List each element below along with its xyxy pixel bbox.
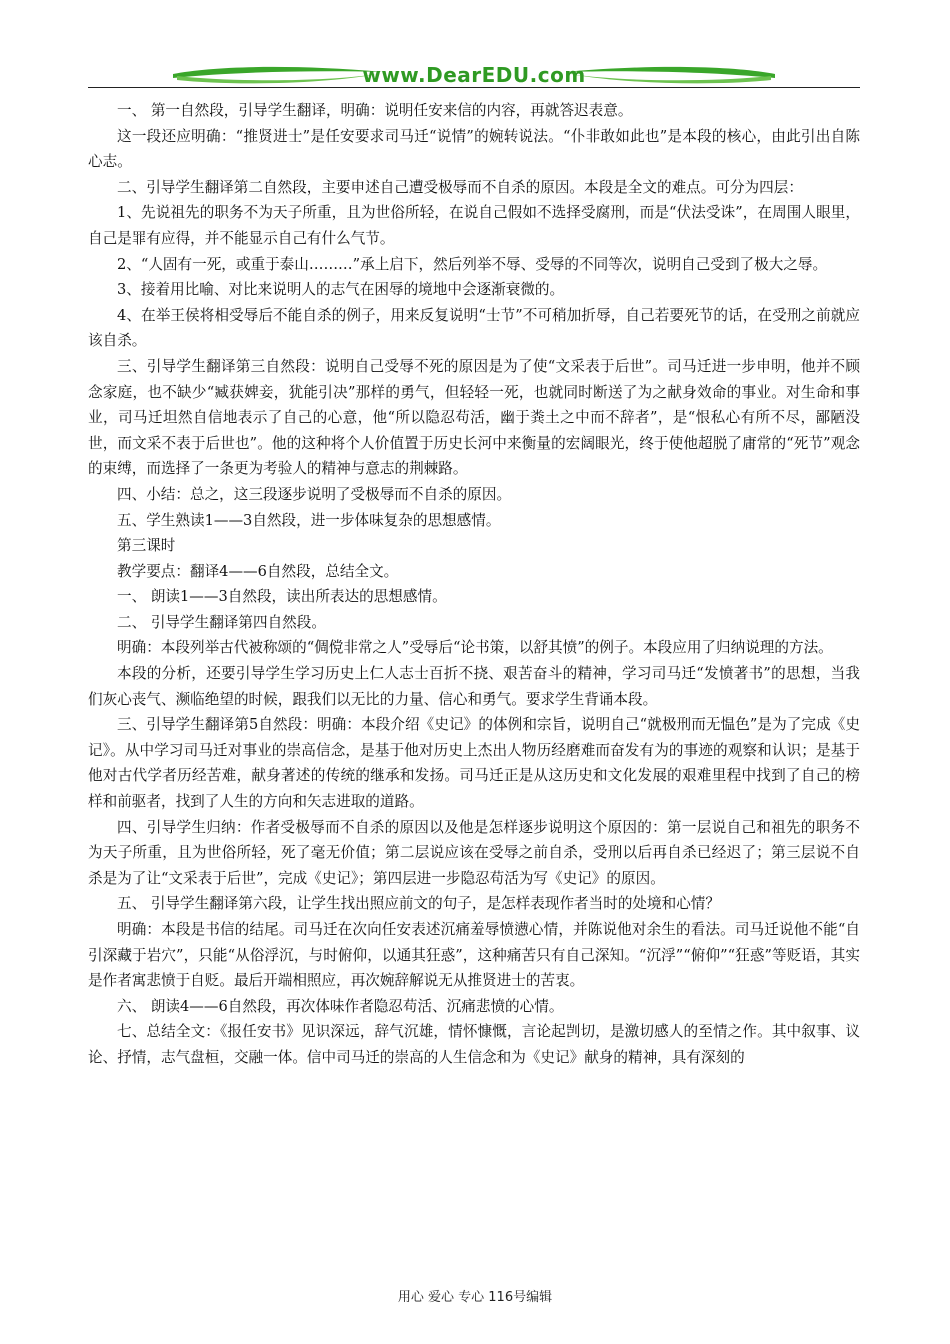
paragraph: 2、“人固有一死，或重于泰山………”承上启下，然后列举不辱、受辱的不同等次，说明自己受到了极大之辱。 — [117, 255, 828, 273]
paragraph: 1、先说祖先的职务不为天子所重，且为世俗所轻，在说自己假如不选择受腐刑，而是“伏法受诛”，在周围人眼里，自己是罪有应得，并不能显示自己有什么气节。 — [88, 204, 860, 247]
paragraph: 五、学生熟读1——3自然段，进一步体味复杂的思想感情。 — [117, 511, 501, 529]
paragraph: 二、引导学生翻译第二自然段，主要申述自己遭受极辱而不自杀的原因。本段是全文的难点。可分为四层： — [117, 178, 803, 196]
document-body — [88, 98, 860, 1071]
paragraph: 五、 引导学生翻译第六段，让学生找出照应前文的句子，是怎样表现作者当时的处境和心情？ — [117, 895, 720, 913]
paragraph: 四、引导学生归纳：作者受极辱而不自杀的原因以及他是怎样逐步说明这个原因的：第一层说自己和祖先的职务不为天子所重，且为世俗所轻，死了毫无价值；第二层说应该在受辱之前自杀，受刑以后再自杀已经迟了；第三层说不自杀是为了让“文采表于后世”，完成《史记》；第四层进一步隐忍苟活为写《史记》的原因。 — [88, 818, 860, 887]
paragraph: 4、在举王侯将相受辱后不能自杀的例子，用来反复说明“士节”不可稍加折辱，自己若要死节的话，在受刑之前就应该自杀。 — [88, 306, 860, 350]
paragraph: 七、总结全文：《报任安书》见识深远，辞气沉雄，情怀慷慨，言论起剀切，是激切感人的至情之作。其中叙事、议论、抒情，志气盘桓，交融一体。信中司马迁的崇高的人生信念和为《史记》献身的精神，具有深刻的 — [88, 1023, 860, 1066]
page-header — [88, 60, 860, 92]
paragraph: 这一段还应明确：“推贤进士”是任安要求司马迁“说情”的婉转说法。“仆非敢如此也”是本段的核心，由此引出自陈心志。 — [88, 127, 860, 171]
paragraph: 三、引导学生翻译第三自然段：说明自己受辱不死的原因是为了使“文采表于后世”。司马迁进一步申明，他并不顾念家庭，也不缺少“臧获婢妾，犹能引决”那样的勇气，但轻轻一死，也就同时断送了为之献身效命的事业。对生命和事业，司马迁坦然自信地表示了自己的心意，他“所以隐忍苟活，幽于粪土之中而不辞者”，是“恨私心有所不尽，鄙陋没世，而文采不表于后世也”。他的这种将个人价值置于历史长河中来衡量的宏阔眼光，终于使他超脱了庸常的“死节”观念的束缚，而选择了一条更为考验人的精神与意志的荆棘路。 — [88, 357, 860, 478]
paragraph: 四、小结：总之，这三段逐步说明了受极辱而不自杀的原因。 — [117, 485, 512, 503]
site-banner — [173, 60, 775, 88]
paragraph: 明确：本段列举古代被称颂的“倜傥非常之人”受辱后“论书策，以舒其愤”的例子。本段应用了归纳说理的方法。 — [117, 639, 833, 657]
section-heading: 第三课时 — [117, 537, 176, 555]
paragraph: 二、 引导学生翻译第四自然段。 — [117, 613, 326, 631]
site-url: www.DearEDU.com — [362, 63, 586, 87]
paragraph: 一、 第一自然段，引导学生翻译，明确：说明任安来信的内容，再就答迟表意。 — [117, 102, 633, 119]
header-rule — [88, 87, 860, 88]
paragraph: 本段的分析，还要引导学生学习历史上仁人志士百折不挠、艰苦奋斗的精神，学习司马迁“发愤著书”的思想，当我们灰心丧气、濒临绝望的时候，跟我们以无比的力量、信心和勇气。要求学生背诵本段。 — [88, 665, 860, 708]
paragraph: 三、引导学生翻译第5自然段：明确：本段介绍《史记》的体例和宗旨，说明自己“就极刑而无愠色”是为了完成《史记》。从中学习司马迁对事业的崇高信念，是基于他对历史上杰出人物历经磨难而奋发有为的事迹的观察和认识；是基于他对古代学者历经苦难，献身著述的传统的继承和发扬。司马迁正是从这历史和文化发展的艰难里程中找到了自己的榜样和前驱者，找到了人生的方向和矢志进取的道路。 — [88, 716, 860, 811]
paragraph: 一、 朗读1——3自然段，读出所表达的思想感情。 — [117, 588, 447, 606]
paragraph: 六、 朗读4——6自然段，再次体味作者隐忍苟活、沉痛悲愤的心情。 — [117, 997, 564, 1015]
page-footer: 用心 爱心 专心 116号编辑 — [397, 1290, 553, 1305]
paragraph: 明确：本段是书信的结尾。司马迁在次向任安表述沉痛羞辱愤懑心情，并陈说他对余生的看法。司马迁说他不能“自引深藏于岩穴”，只能“从俗浮沉，与时俯仰，以通其狂惑”，这种痛苦只有自己深知。“沉浮”“俯仰”“狂惑”等贬语，其实是作者寓悲愤于自贬。最后开端相照应，再次婉辞解说无从推贤进士的苦衷。 — [88, 921, 860, 990]
paragraph: 教学要点：翻译4——6自然段，总结全文。 — [117, 562, 399, 580]
paragraph: 3、接着用比喻、对比来说明人的志气在困辱的境地中会逐渐衰微的。 — [117, 281, 565, 299]
